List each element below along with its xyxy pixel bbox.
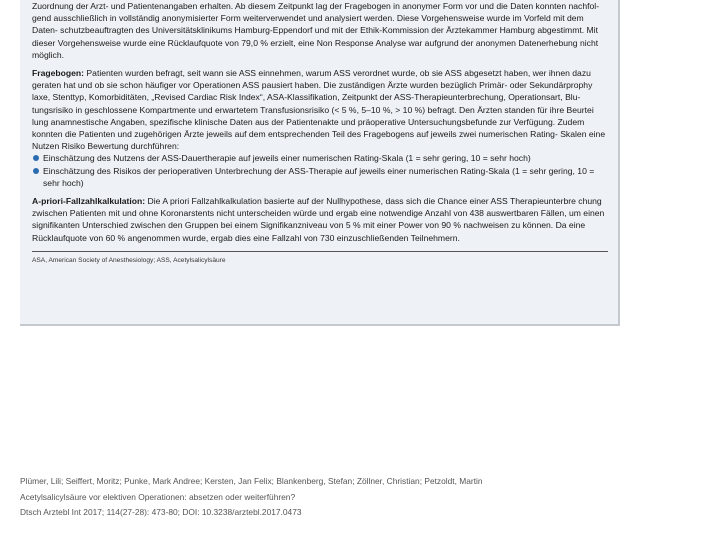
citation-authors: Plümer, Lili; Seiffert, Moritz; Punke, Mark Andree; Kersten, Jan Felix; Blankenberg, Stefan; Zöllner, Christian; Petzoldt, Martin (20, 476, 483, 486)
sample-size-heading: A-priori-Fallzahlkalkulation: (32, 196, 146, 207)
divider (32, 251, 608, 252)
methods-excerpt-box (20, 0, 620, 326)
bullet-text: Einschätzung des Risikos der perioperativen Unterbrechung der ASS-Therapie auf jeweils einer numerischen Rating-Skala (1 = sehr gering, 10 = sehr hoch) (43, 165, 595, 188)
questionnaire-text: Patienten wurden befragt, seit wann sie ASS einnehmen, warum ASS verordnet wurde, ob sie ASS abgesetzt haben, wer ihnen dazu geraten hat und ob sie schon häufiger vor Operationen ASS pausiert haben. Die zuständigen Ärzte wurden bezüglich Primär- oder Sekundärprophy laxe, Stenttyp, Komorbiditäten, „Revised Cardiac Risk Index“, ASA-Klassifikation, Zeitpunkt der ASS-Therapieunterbrechung, Operationsart, Blu- tungsrisiko in geschlossene Kompartmente und erwartetem Transfusionsrisiko (< 5 %, 5–10 %, > 10 %) befragt. Den Ärzten standen für ihre Beurtei lung anamnestische Angaben, spezifische klinische Daten aus der Patientenakte und präoperative Untersuchungsbefunde zur Verfügung. Zudem konnten die Patienten und zugehörigen Ärzte jeweils auf dem entsprechenden Teil des Fragebogens auf jeweils zwei numerischen Rating- Skalen eine Nutzen Risiko Bewertung durchführen: (32, 68, 606, 152)
list-item (32, 152, 608, 164)
questionnaire-heading: Fragebogen: (32, 68, 85, 79)
list-item (32, 165, 608, 189)
citation-title: Acetylsalicylsäure vor elektiven Operationen: absetzen oder weiterführen? (20, 491, 296, 502)
citation-block (20, 474, 700, 521)
rating-scale-list (32, 152, 608, 189)
paragraph-anonymization: Zuordnung der Arzt- und Patientenangaben erhalten. Ab diesem Zeitpunkt lag der Fragebogen in anonymer Form vor und die Daten konnten nachfol- gend ausschließlich in vollständig anonymisierter Form weiterverwendet und analysiert werden. Diese Vorgehensweise wurde im Vorfeld mit dem Daten- schutzbeauftragten des Universitätsklinikums Hamburg-Eppendorf und mit der Ethik-Kommission der Ärztekammer Hamburg abgestimmt. Mit dieser Vorgehensweise wurde eine Rücklaufquote von 79,0 % erzielt, eine Non Response Analyse war aufgrund der anonymen Datenerhebung nicht möglich. (32, 1, 600, 60)
bullet-icon (33, 168, 39, 174)
paragraph-questionnaire (32, 67, 608, 152)
paragraph-sample-size (32, 195, 608, 244)
bullet-icon (33, 155, 39, 161)
citation-source: Dtsch Arztebl Int 2017; 114(27-28): 473-80; DOI: 10.3238/arztebl.2017.0473 (20, 507, 302, 517)
sample-size-text: Die A priori Fallzahlkalkulation basierte auf der Nullhypothese, dass sich die Chance einer ASS Therapieunterbre chung zwischen Patienten mit und ohne Koronarstents nicht unterscheiden würde und ergab eine notwendige Anzahl von 438 auswertbaren Fällen, um einen signifikanten Unterschied zwischen den Gruppen bei einem Signifikanzniveau von 5 % mit einer Power von 90 % nachweisen zu können. Da eine Rücklaufquote von 60 % angenommen wurde, ergab dies eine Fallzahl von 730 einzuschließenden Teilnehmern. (32, 196, 605, 243)
abbreviation-footnote: ASA, American Society of Anesthesiology; ASS, Acetylsalicylsäure (32, 256, 226, 264)
bullet-text: Einschätzung des Nutzens der ASS-Dauertherapie auf jeweils einer numerischen Rating-Skala (1 = sehr gering, 10 = sehr hoch) (43, 153, 531, 164)
